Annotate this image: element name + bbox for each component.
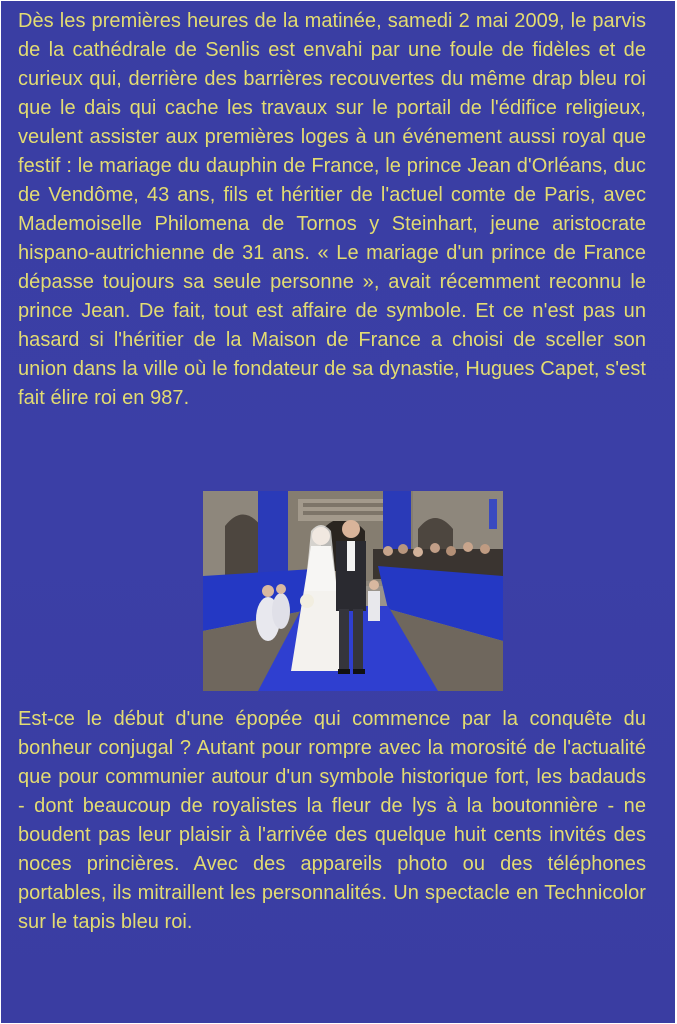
wedding-photo <box>203 491 503 691</box>
paragraph-intro: Dès les premières heures de la matinée, samedi 2 mai 2009, le parvis de la cathédrale de Senlis est envahi par une foule de fidèles et de curieux qui, derrière des barrières recouvertes du même drap bleu roi que le dais qui cache les travaux sur le portail de l'édifice religieux, veulent assister aux premières loges à un événement aussi royal que festif : le mariage du dauphin de France, le prince Jean d'Orléans, duc de Vendôme, 43 ans, fils et héritier de l'actuel comte de Paris, avec Mademoiselle Philomena de Tornos y Steinhart, jeune aristocrate hispano-autrichienne de 31 ans. « Le mariage d'un prince de France dépasse toujours sa seule personne », avait récemment reconnu le prince Jean. De fait, tout est affaire de symbole. Et ce n'est pas un hasard si l'héritier de la Maison de France a choisi de sceller son union dans la ville où le fondateur de sa dynastie, Hugues Capet, s'est fait élire roi en 987. <box>18 10 646 409</box>
document-page <box>1 1 675 1023</box>
paragraph-conclusion: Est-ce le début d'une épopée qui commence par la conquête du bonheur conjugal ? Autant pour rompre avec la morosité de l'actualité que pour communier autour d'un symbole historique fort, les badauds - dont beaucoup de royalistes la fleur de lys à la boutonnière - ne boudent pas leur plaisir à l'arrivée des quelque huit cents invités des noces princières. Avec des appareils photo ou des téléphones portables, ils mitraillent les personnalités. Un spectacle en Technicolor sur le tapis bleu roi. <box>18 708 646 933</box>
